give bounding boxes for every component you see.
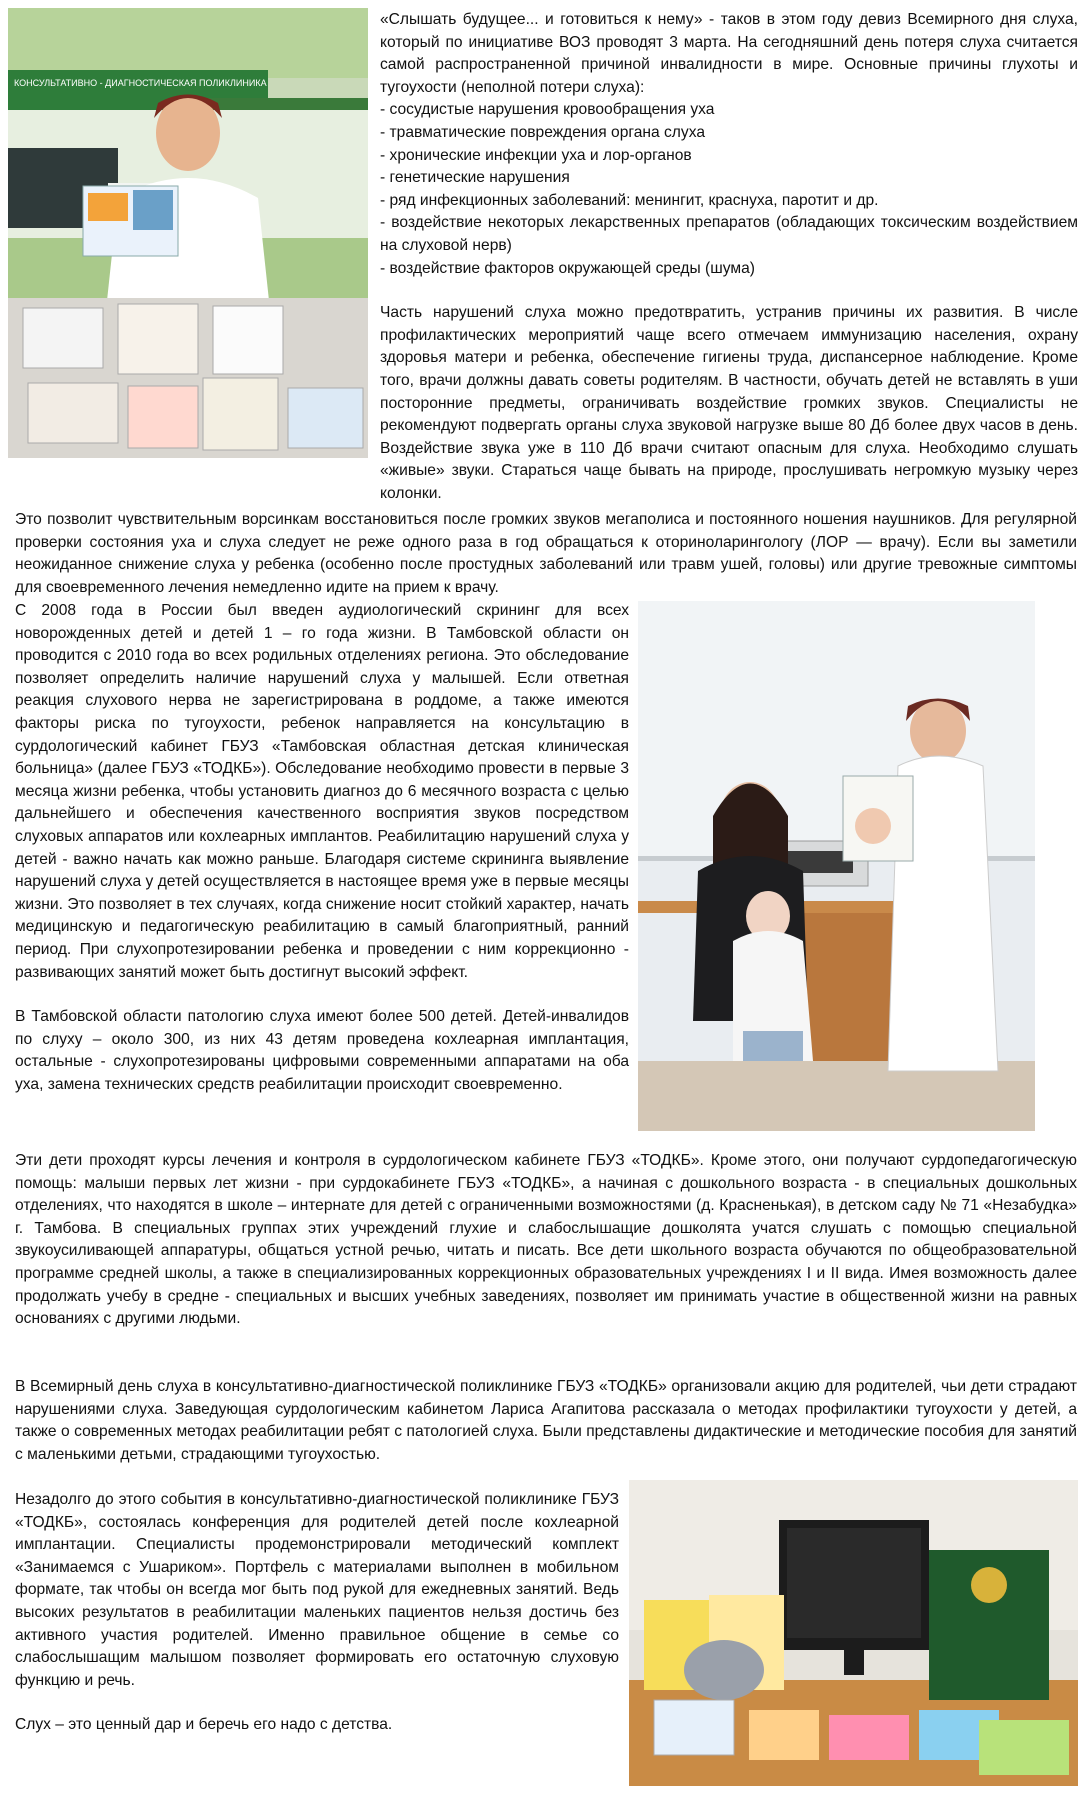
doctor-with-mother-and-baby-photo [638, 601, 1035, 1131]
cause-item: - травматические повреждения органа слуха [380, 123, 705, 141]
cause-item: - сосудистые нарушения кровообращения уха [380, 101, 715, 119]
rehabilitation-block [15, 1150, 1077, 1331]
statistics-paragraph: В Тамбовской области патологию слуха имеют более 500 детей. Детей-инвалидов по слуху – около 300, из них 43 детям проведена кохлеарная имплантация, остальные - слухопротезированы цифровыми современными аппаратами на оба уха, замена технических средств реабилитации происходит своевременно. [15, 1008, 629, 1093]
conference-block [15, 1489, 619, 1737]
cause-item: - воздействие факторов окружающей среды (шума) [380, 259, 755, 277]
recovery-paragraph: Это позволит чувствительным ворсинкам восстановиться после громких звуков мегаполиса и постоянного ношения наушников. Для регулярной проверки состояния уха и слуха следует не реже одного раза в год обращаться к оториноларингологу (ЛОР — врачу). Если вы заметили неожиданное снижение слуха у ребенка (особенно после простудных заболеваний или травм ушей, головы) или другие тревожные симптомы для своевременного лечения немедленно идите на прием к врачу. [15, 511, 1077, 596]
world-hearing-day-paragraph: В Всемирный день слуха в консультативно-диагностической поликлинике ГБУЗ «ТОДКБ» организовали акцию для родителей, чьи дети страдают нарушениями слуха. Заведующая сурдологическим кабинетом Лариса Агапитова рассказала о методах профилактики тугоухости у детей, а также о современных методах реабилитации ребят с патологией слуха. Были представлены дидактические и методические пособия для занятий с маленькими детьми, страдающими тугоухостью. [15, 1378, 1077, 1463]
rehabilitation-paragraph: Эти дети проходят курсы лечения и контроля в сурдологическом кабинете ГБУЗ «ТОДКБ». Кроме этого, они получают сурдопедагогическую помощь: малыши первых лет жизни - при сурдокабинете ГБУЗ «ТОДКБ», а начиная с дошкольного возраста - в специальных дошкольных отделениях, что находятся в школе – интернате для детей с ограниченными возможностями (д. Красненькая), в детском саду № 71 «Незабудка» г. Тамбова. В специальных группах этих учреждений глухие и слабослышащие дошколята учатся слушать с помощью специальной звукоусиливающей аппаратуры, общаться устной речью, читать и писать. Все дети школьного возраста обучаются по общеобразовательной программе средней школы, а также в специализированных коррекционных образовательных учреждениях I и II вида. Имея возможность далее продолжать учебу в средне - специальных и высших учебных заведениях, позволяет им принимать участие в общественной жизни на равных основаниях с другими людьми. [15, 1152, 1077, 1328]
world-hearing-day-block [15, 1376, 1077, 1466]
cause-item: - воздействие некоторых лекарственных препаратов (обладающих токсическим воздействием на слуховой нерв) [380, 214, 1078, 254]
cause-item: - генетические нарушения [380, 169, 570, 187]
doctor-with-brochures-photo [8, 8, 368, 458]
conference-paragraph: Незадолго до этого события в консультативно-диагностической поликлинике ГБУЗ «ТОДКБ», состоялась конференция для родителей детей после кохлеарной имплантации. Специалисты продемонстрировали методический комплект «Занимаемся с Ушариком». Портфель с материалами выполнен в мобильном формате, так чтобы он всегда мог быть под рукой для ежедневных занятий. Ведь высоких результатов в реабилитации маленьких пациентов нельзя достичь без активного участия родителей. Именно правильное общение в семье со слабослышащим малышом позволяет формировать его остаточную слуховую функцию и речь. [15, 1491, 619, 1689]
intro-paragraph: «Слышать будущее... и готовиться к нему» - таков в этом году девиз Всемирного дня слуха, который по инициативе ВОЗ проводят 3 марта. На сегодняшний день потеря слуха считается самой распространенной причиной инвалидности в мире. Основные причины глухоты и тугоухости (неполной потери слуха): [380, 11, 1078, 96]
intro-block [380, 9, 1078, 505]
educational-kit-with-monitor-photo [629, 1480, 1078, 1786]
sign-text: КОНСУЛЬТАТИВНО - ДИАГНОСТИЧЕСКАЯ ПОЛИКЛИНИКА [14, 78, 267, 88]
closing-line: Слух – это ценный дар и беречь его надо с детства. [15, 1716, 393, 1734]
prevention-paragraph: Часть нарушений слуха можно предотвратить, устранив причины их развития. В числе профилактических мероприятий чаще всего отмечаем иммунизацию населения, охрану здоровья матери и ребенка, обеспечение гигиены труда, диспансерное наблюдение. Кроме того, врачи должны давать советы родителям. В частности, обучать детей не вставлять в уши посторонние предметы, ограничивать воздействие громких звуков. Специалисты не рекомендуют подвергать органы слуха звуковой нагрузке выше 80 Дб более двух часов в день. Воздействие звука уже в 110 Дб врачи считают опасным для слуха. Необходимо слушать «живые» звуки. Стараться чаще бывать на природе, прослушивать негромкую музыку через колонки. [380, 304, 1078, 502]
screening-paragraph: С 2008 года в России был введен аудиологический скрининг для всех новорожденных детей и детей 1 – го года жизни. В Тамбовской области он проводится с 2010 года во всех родильных отделениях региона. Это обследование позволяет определить наличие нарушений слуха у малышей. Если ответная реакция слухового нерва не зарегистрирована в роддоме, а также имеются факторы риска по тугоухости, ребенок направляется на консультацию в сурдологический кабинет ГБУЗ «Тамбовская областная детская клиническая больница» (далее ГБУЗ «ТОДКБ»). Обследование необходимо провести в первые 3 месяца жизни ребенка, чтобы установить диагноз до 6 месячного возраста с целью дальнейшего и обеспечения качественного восприятия звуков посредством слуховых аппаратов или кохлеарных имплантов. Реабилитацию нарушений слуха у детей - важно начать как можно раньше. Благодаря системе скрининга выявление нарушений слуха у детей осуществляется в настоящее время уже в первые месяцы жизни. Это позволяет в тех случаях, когда снижение носит стойкий характер, начать медицинскую и педагогическую реабилитацию в самый благоприятный, ранний период. При слухопротезировании ребенка и проведении с ним коррекционно - развивающих занятий может быть достигнут высокий эффект. [15, 602, 629, 981]
recovery-block [15, 509, 1077, 599]
cause-item: - хронические инфекции уха и лор-органов [380, 146, 692, 164]
screening-block [15, 600, 629, 1096]
cause-item: - ряд инфекционных заболеваний: менингит, краснуха, паротит и др. [380, 191, 879, 209]
